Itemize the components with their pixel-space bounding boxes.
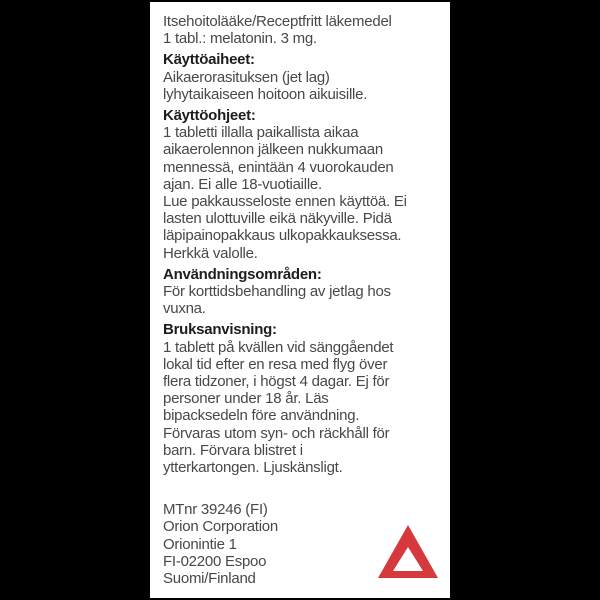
text-line: aikaerolennon jälkeen nukkumaan (163, 141, 383, 159)
text-line: ytterkartongen. Ljuskänsligt. (163, 459, 343, 477)
text-line: vuxna. (163, 300, 206, 318)
text-line: lasten ulottuville eikä näkyville. Pidä (163, 210, 392, 228)
section-body-bruksanvisning (163, 339, 444, 477)
section-heading-kayttoaiheet: Käyttöaiheet: (163, 51, 255, 69)
text-line: Aikaerorasituksen (jet lag) (163, 68, 330, 86)
package-label-panel (150, 2, 450, 598)
text-line: 1 tablett på kvällen vid sänggåendet (163, 338, 394, 356)
text-line: lokal tid efter en resa med flyg över (163, 355, 388, 373)
section-heading-bruksanvisning: Bruksanvisning: (163, 321, 277, 339)
text-line: personer under 18 år. Läs (163, 390, 329, 408)
text-line: 1 tabletti illalla paikallista aikaa (163, 124, 359, 142)
label-text-block (163, 13, 444, 587)
section-body-anvandningsomraden (163, 283, 444, 317)
text-line: Suomi/Finland (163, 570, 256, 588)
text-line: flera tidzoner, i högst 4 dagar. Ej för (163, 373, 390, 391)
text-line: MTnr 39246 (FI) (163, 501, 268, 519)
text-line: Orion Corporation (163, 518, 278, 536)
orion-triangle-logo (378, 525, 438, 578)
text-line: Orionintie 1 (163, 535, 237, 553)
text-line: Itsehoitolääke/Receptfritt läkemedel (163, 13, 392, 30)
text-line: För korttidsbehandling av jetlag hos (163, 283, 391, 301)
text-line: Förvaras utom syn- och räckhåll för (163, 424, 390, 442)
text-line: Herkkä valolle. (163, 244, 258, 262)
product-type-and-strength (163, 13, 444, 47)
section-body-kayttoaiheet (163, 69, 444, 103)
section-body-kayttoohjeet (163, 124, 444, 262)
text-line: bipacksedeln före användning. (163, 407, 360, 425)
text-line: ajan. Ei alle 18-vuotiaille. (163, 175, 322, 193)
section-heading-kayttoohjeet: Käyttöohjeet: (163, 107, 256, 125)
text-line: 1 tabl.: melatonin. 3 mg. (163, 30, 317, 48)
text-line: mennessä, enintään 4 vuorokauden (163, 158, 394, 176)
text-line: läpipainopakkaus ulkopakkauksessa. (163, 227, 402, 245)
text-line: barn. Förvara blistret i (163, 441, 303, 459)
text-line: lyhytaikaiseen hoitoon aikuisille. (163, 85, 368, 103)
section-heading-anvandningsomraden: Användningsområden: (163, 265, 322, 283)
text-line: Lue pakkausseloste ennen käyttöä. Ei (163, 193, 407, 211)
text-line: FI-02200 Espoo (163, 552, 267, 570)
